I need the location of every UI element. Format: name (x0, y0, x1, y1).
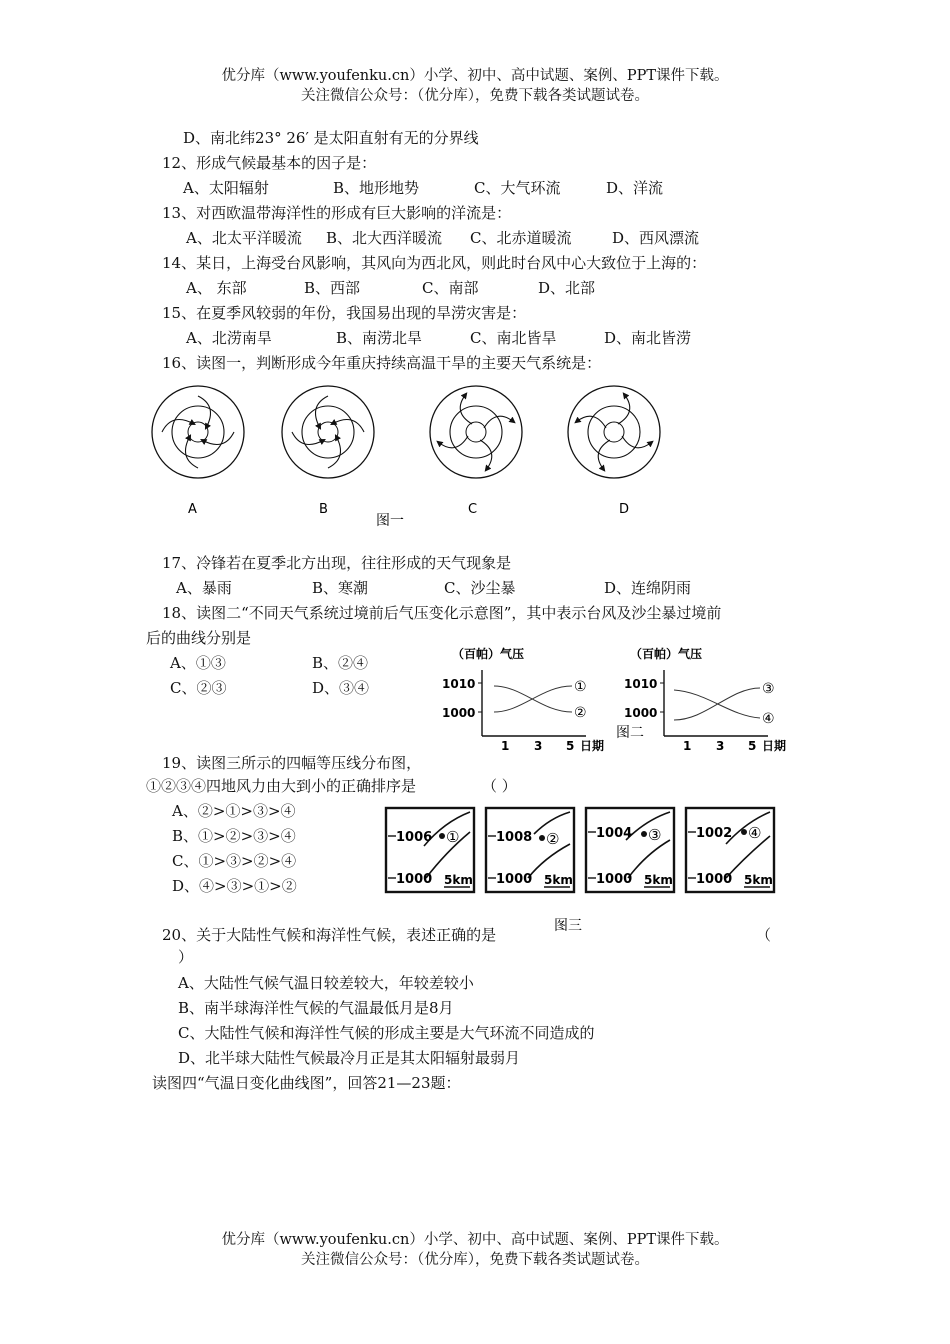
chart-2-ytick-1010: 1010 (624, 677, 658, 691)
q15-option-b: B、南涝北旱 (336, 329, 423, 347)
figure-1-caption: 图一 (376, 513, 404, 529)
chart-1-xtick-1: 1 (501, 739, 510, 753)
isobar-panel-1 (386, 808, 474, 892)
q13-option-d: D、西风漂流 (612, 229, 700, 247)
chart-1-curve-label-1: ① (574, 679, 587, 695)
chart-2-xtick-1: 1 (683, 739, 692, 753)
q15-option-a: A、北涝南旱 (186, 329, 272, 347)
q19-option-b: B、①>②>③>④ (172, 827, 296, 845)
q15-option-d: D、南北皆涝 (604, 329, 692, 347)
q11-option-d: D、南北纬23° 26′ 是太阳直射有无的分界线 (183, 129, 479, 147)
chart-2-curve-label-4: ④ (762, 711, 775, 727)
footer-line-1: 优分库（www.youfenku.cn）小学、初中、高中试题、案例、PPT课件下载。 (221, 1232, 729, 1248)
footer-line-2: 关注微信公众号：（优分库），免费下载各类试题试卷。 (301, 1252, 649, 1268)
q14-stem: 14、某日，上海受台风影响，其风向为西北风，则此时台风中心大致位于上海的： (162, 254, 707, 272)
panel-1-scale: 5km (444, 873, 473, 887)
figure-1-panel-d (568, 386, 660, 478)
isobar-panel-2 (486, 808, 574, 892)
q18-option-c: C、②③ (170, 679, 227, 697)
chart-2-xtick-5: 5 (748, 739, 757, 753)
intro-q21-23: 读图四“气温日变化曲线图”，回答21—23题： (152, 1074, 461, 1092)
chart-1-ytick-1000: 1000 (442, 706, 476, 720)
q19-stem-line-1: 19、读图三所示的四幅等压线分布图， (162, 754, 422, 772)
figure-2-chart-1 (442, 646, 604, 753)
chart-2-ylabel: （百帕）气压 (630, 647, 703, 661)
q20-option-a: A、大陆性气候气温日较差较大，年较差较小 (178, 974, 474, 992)
panel-2-point-label: ② (546, 830, 560, 848)
panel-2-isobar-bottom: 1000 (496, 872, 533, 887)
q20-option-d: D、北半球大陆性气候最冷月正是其太阳辐射最弱月 (178, 1049, 521, 1067)
q13-option-b: B、北大西洋暖流 (326, 229, 443, 247)
panel-4-scale: 5km (744, 873, 773, 887)
panel-4-isobar-top: 1002 (696, 826, 733, 841)
q17-option-a: A、暴雨 (176, 579, 232, 597)
q19-option-a: A、②>①>③>④ (172, 802, 296, 820)
figure-1-weather-systems (140, 378, 680, 534)
figure-1-label-c: C (468, 502, 478, 517)
q19-stem-line-2: ①②③④四地风力由大到小的正确排序是 (146, 777, 417, 795)
chart-1-curve-label-2: ② (574, 705, 587, 721)
panel-3-scale: 5km (644, 873, 673, 887)
chart-1-xtick-5: 5 (566, 739, 575, 753)
q13-stem: 13、对西欧温带海洋性的形成有巨大影响的洋流是： (162, 204, 512, 222)
q13-option-a: A、北太平洋暖流 (186, 229, 302, 247)
panel-1-isobar-top: 1006 (396, 830, 433, 845)
q15-option-c: C、南北皆旱 (470, 329, 557, 347)
panel-3-isobar-top: 1004 (596, 826, 633, 841)
chart-1-ylabel: （百帕）气压 (452, 647, 525, 661)
header-line-2: 关注微信公众号：（优分库），免费下载各类试题试卷。 (301, 88, 649, 104)
q14-option-d: D、北部 (538, 279, 596, 297)
panel-4-isobar-bottom: 1000 (696, 872, 733, 887)
q12-option-a: A、太阳辐射 (183, 179, 269, 197)
panel-3-point-label: ③ (648, 826, 662, 844)
q18-option-d: D、③④ (312, 679, 370, 697)
q18-option-b: B、②④ (312, 654, 369, 672)
q18-stem-line-1: 18、读图二“不同天气系统过境前后气压变化示意图”，其中表示台风及沙尘暴过境前 (162, 604, 722, 622)
isobar-panel-3 (586, 808, 674, 892)
q16-stem: 16、读图一，判断形成今年重庆持续高温干旱的主要天气系统是： (162, 354, 602, 372)
chart-2-curve-label-3: ③ (762, 681, 775, 697)
figure-1-label-a: A (188, 502, 197, 517)
q14-option-a: A、 东部 (186, 279, 247, 297)
figure-1-panel-c (430, 386, 522, 478)
q17-stem: 17、冷锋若在夏季北方出现，往往形成的天气现象是 (162, 554, 512, 572)
chart-1-xtick-3: 3 (534, 739, 543, 753)
figure-2-pressure-charts (430, 640, 800, 756)
q13-option-c: C、北赤道暖流 (470, 229, 572, 247)
figure-1-label-d: D (619, 502, 630, 517)
panel-1-isobar-bottom: 1000 (396, 872, 433, 887)
q19-answer-paren: （ ） (482, 777, 517, 795)
panel-1-point-label: ① (446, 828, 460, 846)
figure-1-panel-b (282, 386, 374, 478)
q20-paren-close: ） (178, 948, 194, 966)
q17-option-b: B、寒潮 (312, 579, 369, 597)
q12-option-b: B、地形地势 (333, 179, 420, 197)
figure-1-panel-a (152, 386, 244, 478)
header-line-1: 优分库（www.youfenku.cn）小学、初中、高中试题、案例、PPT课件下载。 (221, 68, 729, 84)
q18-stem-line-2: 后的曲线分别是 (146, 629, 252, 647)
q12-option-c: C、大气环流 (474, 179, 561, 197)
q18-option-a: A、①③ (170, 654, 226, 672)
q12-stem: 12、形成气候最基本的因子是： (162, 154, 377, 172)
panel-3-isobar-bottom: 1000 (596, 872, 633, 887)
q14-option-b: B、西部 (304, 279, 361, 297)
q20-stem: 20、关于大陆性气候和海洋性气候，表述正确的是 (162, 926, 497, 944)
chart-1-curve-2 (494, 686, 572, 712)
isobar-panel-4 (686, 808, 774, 892)
panel-4-point-label: ④ (748, 824, 762, 842)
panel-2-scale: 5km (544, 873, 573, 887)
q12-option-d: D、洋流 (606, 179, 664, 197)
panel-2-isobar-top: 1008 (496, 830, 533, 845)
chart-2-xlabel: 日期 (762, 739, 787, 753)
figure-3-isobar-maps (384, 804, 784, 936)
figure-1-label-b: B (319, 502, 328, 517)
q19-option-d: D、④>③>①>② (172, 877, 297, 895)
q15-stem: 15、在夏季风较弱的年份，我国易出现的旱涝灾害是： (162, 304, 527, 322)
q17-option-d: D、连绵阴雨 (604, 579, 692, 597)
q20-option-b: B、南半球海洋性气候的气温最低月是8月 (178, 999, 454, 1017)
q20-option-c: C、大陆性气候和海洋性气候的形成主要是大气环流不同造成的 (178, 1024, 595, 1042)
chart-1-xlabel: 日期 (580, 739, 605, 753)
chart-2-ytick-1000: 1000 (624, 706, 658, 720)
figure-2-chart-2 (624, 646, 786, 753)
chart-2-xtick-3: 3 (716, 739, 725, 753)
q17-option-c: C、沙尘暴 (444, 579, 516, 597)
chart-1-ytick-1010: 1010 (442, 677, 476, 691)
figure-3-caption: 图三 (554, 918, 582, 934)
q20-paren-open: （ (756, 926, 772, 944)
q19-option-c: C、①>③>②>④ (172, 852, 297, 870)
chart-2-curve-3 (674, 688, 760, 720)
q14-option-c: C、南部 (422, 279, 479, 297)
figure-2-caption: 图二 (616, 725, 644, 741)
